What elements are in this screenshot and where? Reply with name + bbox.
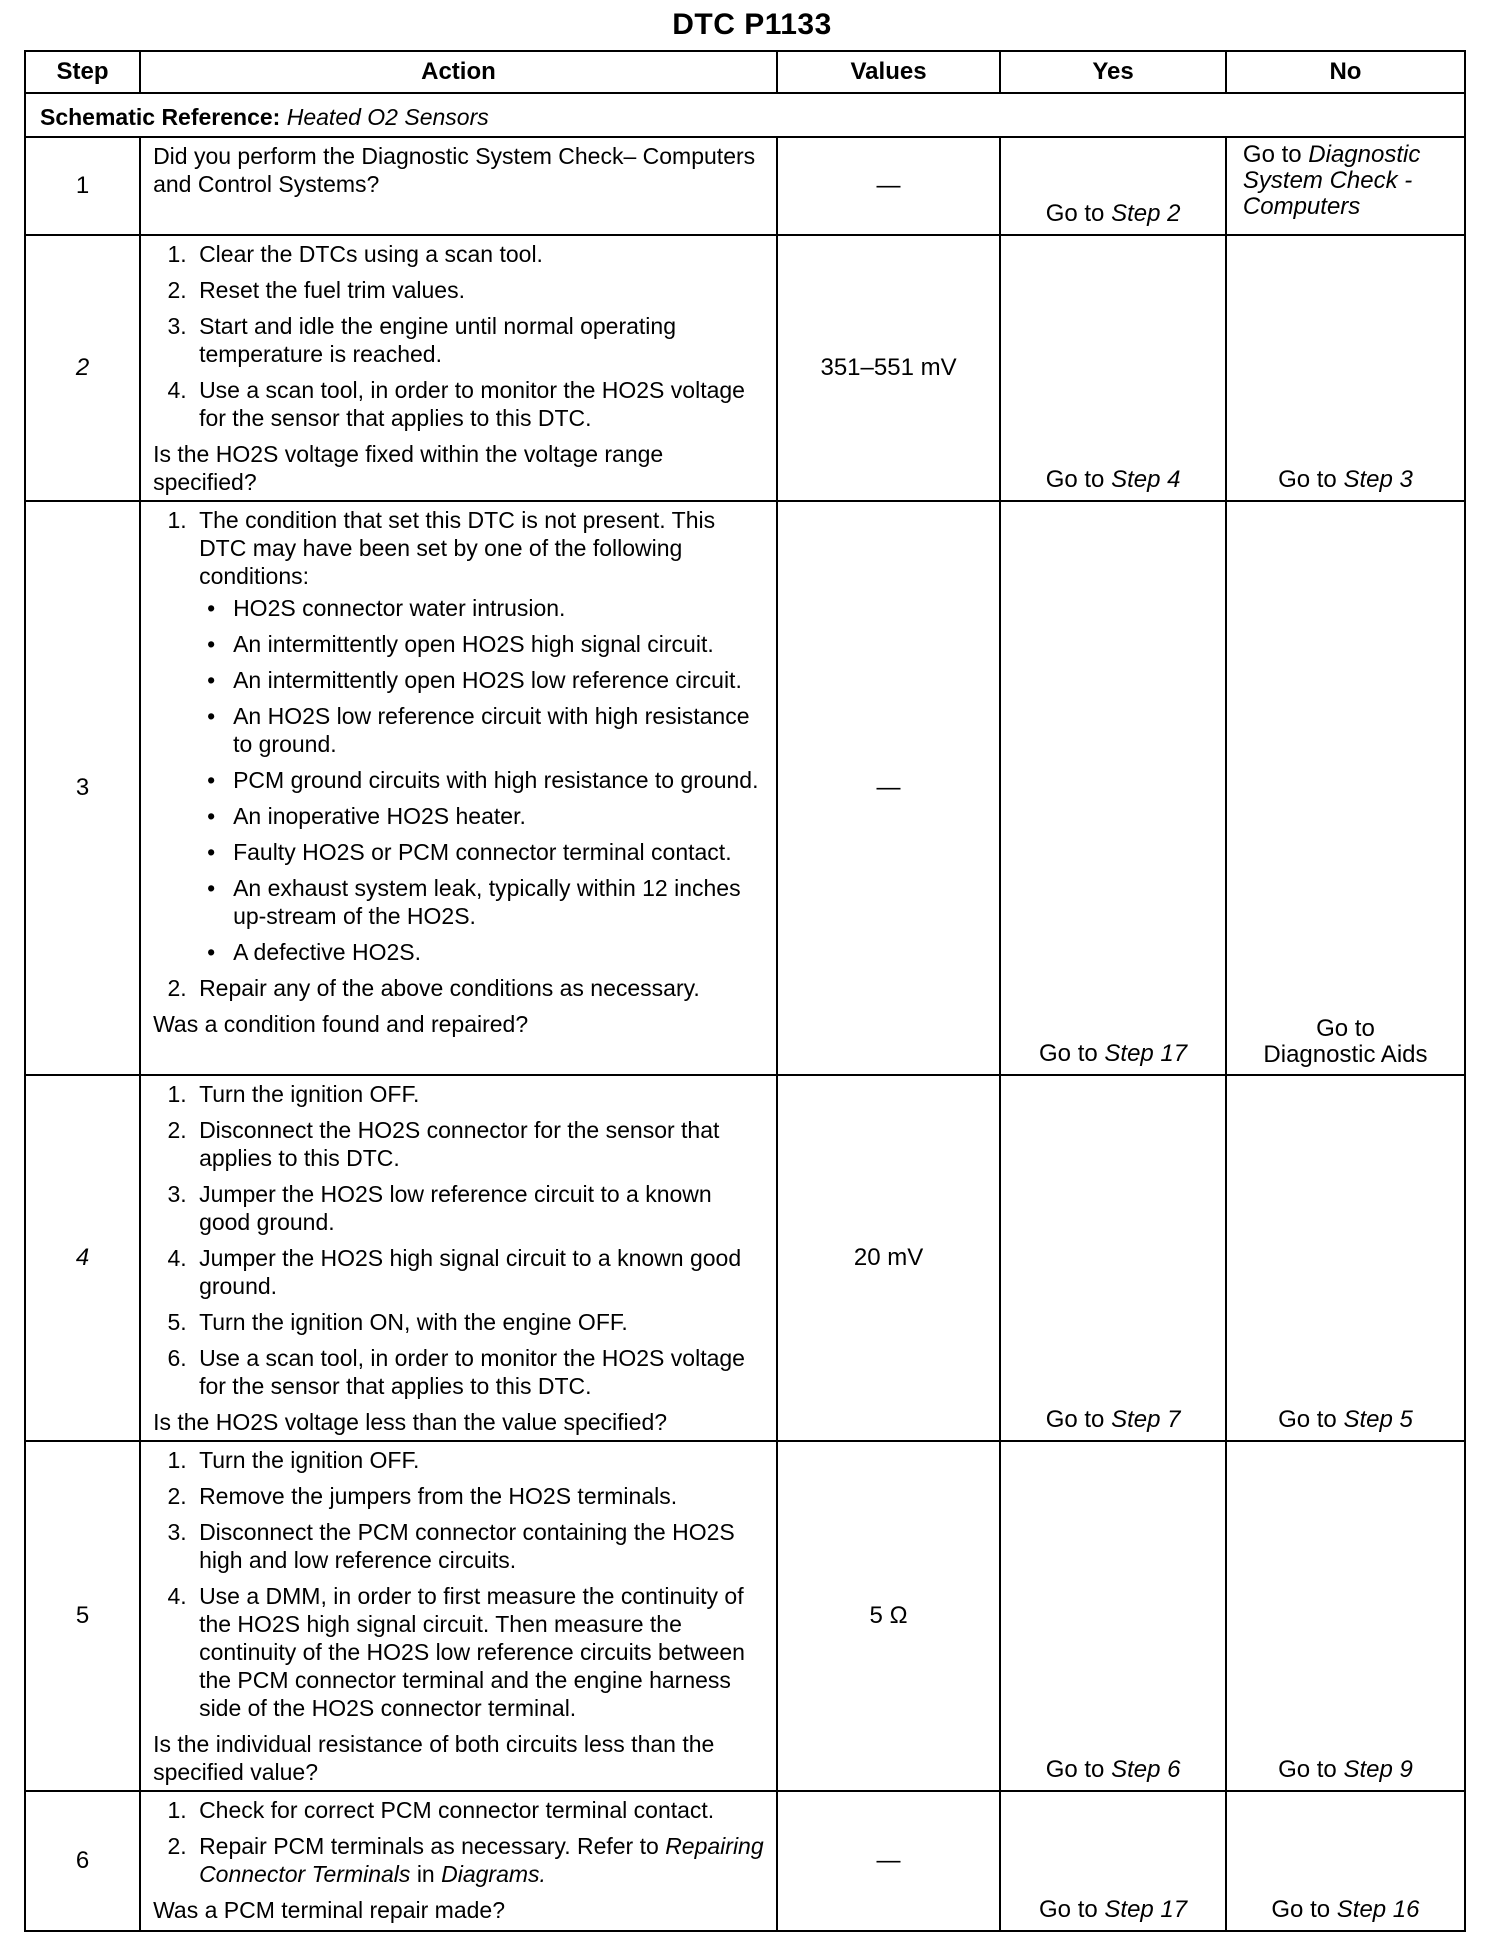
header-yes: Yes — [1000, 51, 1226, 93]
step-number: 3 — [25, 501, 140, 1075]
no-cell — [1226, 501, 1465, 1075]
table-row — [25, 501, 1465, 1075]
values-cell: 20 mV — [777, 1075, 1000, 1441]
action-question: Was a condition found and repaired? — [153, 1011, 529, 1037]
no-line-1: Go to — [1316, 1015, 1375, 1042]
substep: 1. Turn the ignition OFF. — [193, 1446, 768, 1474]
condition-item: • An HO2S low reference circuit with high resistance to ground. — [229, 702, 768, 758]
condition-item: • Faulty HO2S or PCM connector terminal contact. — [229, 838, 768, 866]
table-row — [25, 1791, 1465, 1931]
step-number: 2 — [25, 235, 140, 501]
substep: 1. Clear the DTCs using a scan tool. — [193, 240, 768, 268]
substep: 3. Jumper the HO2S low reference circuit to a known good ground. — [193, 1180, 768, 1236]
step-number: 5 — [25, 1441, 140, 1791]
action-question: Is the HO2S voltage fixed within the voltage range specified? — [153, 441, 664, 495]
substep-list — [153, 1446, 768, 1722]
yes-cell — [1000, 1791, 1226, 1931]
yes-link: Step 17 — [1104, 1896, 1188, 1923]
no-prefix: Go to — [1271, 1896, 1331, 1923]
action-text — [140, 501, 777, 1075]
substep-text: in — [416, 1861, 435, 1887]
yes-cell — [1000, 137, 1226, 235]
yes-prefix: Go to — [1045, 1756, 1105, 1783]
substep-list — [153, 1080, 768, 1400]
yes-prefix: Go to — [1045, 1406, 1105, 1433]
condition-item: • An exhaust system leak, typically within 12 inches up-stream of the HO2S. — [229, 874, 768, 930]
reference-title: Repairing Connector Terminals — [199, 1833, 764, 1887]
action-text — [140, 1791, 777, 1931]
action-text — [140, 137, 777, 235]
no-cell — [1226, 1441, 1465, 1791]
header-action: Action — [140, 51, 777, 93]
diagnostic-table — [24, 50, 1466, 1932]
substep-list — [153, 1796, 768, 1888]
no-cell — [1226, 137, 1465, 235]
no-prefix: Go to — [1278, 466, 1337, 493]
reference-doc: Diagrams. — [441, 1861, 546, 1887]
values-cell: — — [777, 137, 1000, 235]
no-prefix: Go to — [1278, 1756, 1337, 1783]
action-question: Did you perform the Diagnostic System Check– Computers and Control Systems? — [153, 143, 756, 197]
step-number: 6 — [25, 1791, 140, 1931]
no-link: Step 9 — [1343, 1756, 1413, 1783]
action-question: Is the individual resistance of both circuits less than the specified value? — [153, 1731, 715, 1785]
yes-cell — [1000, 235, 1226, 501]
yes-link: Step 17 — [1104, 1040, 1188, 1067]
header-no: No — [1226, 51, 1465, 93]
yes-cell — [1000, 501, 1226, 1075]
values-cell: 5 Ω — [777, 1441, 1000, 1791]
substep: 5. Turn the ignition ON, with the engine OFF. — [193, 1308, 768, 1336]
step-number: 1 — [25, 137, 140, 235]
schematic-reference — [25, 93, 1465, 137]
no-cell — [1226, 1791, 1465, 1931]
no-cell — [1226, 235, 1465, 501]
table-row — [25, 137, 1465, 235]
action-text — [140, 235, 777, 501]
substep-text: Repair PCM terminals as necessary. Refer to — [199, 1833, 659, 1859]
substep-list — [153, 240, 768, 432]
action-question: Was a PCM terminal repair made? — [153, 1897, 505, 1923]
yes-cell — [1000, 1075, 1226, 1441]
substep-text: The condition that set this DTC is not present. This DTC may have been set by one of the following conditions: — [199, 507, 716, 589]
action-text — [140, 1441, 777, 1791]
no-line-2: Diagnostic Aids — [1263, 1041, 1428, 1068]
yes-link: Step 2 — [1111, 200, 1181, 227]
schematic-value: Heated O2 Sensors — [286, 104, 489, 130]
yes-cell — [1000, 1441, 1226, 1791]
values-cell: 351–551 mV — [777, 235, 1000, 501]
substep: 2. Disconnect the HO2S connector for the sensor that applies to this DTC. — [193, 1116, 768, 1172]
action-text — [140, 1075, 777, 1441]
table-row — [25, 1075, 1465, 1441]
page-title: DTC P1133 — [672, 8, 832, 41]
condition-item: • An inoperative HO2S heater. — [229, 802, 768, 830]
yes-prefix: Go to — [1039, 1040, 1098, 1067]
no-link: Step 3 — [1343, 466, 1413, 493]
condition-item: • An intermittently open HO2S high signal circuit. — [229, 630, 768, 658]
condition-item: • HO2S connector water intrusion. — [229, 594, 768, 622]
no-prefix: Go to — [1278, 1406, 1337, 1433]
substep: 1. Check for correct PCM connector terminal contact. — [193, 1796, 768, 1824]
table-header-row — [25, 51, 1465, 93]
condition-list — [199, 594, 768, 966]
condition-item: • A defective HO2S. — [229, 938, 768, 966]
step-number: 4 — [25, 1075, 140, 1441]
substep: 2. Repair any of the above conditions as necessary. — [193, 974, 768, 1002]
yes-link: Step 7 — [1111, 1406, 1181, 1433]
substep: 3. Start and idle the engine until normal operating temperature is reached. — [193, 312, 768, 368]
substep: 2. Reset the fuel trim values. — [193, 276, 768, 304]
substep: 4. Use a scan tool, in order to monitor the HO2S voltage for the sensor that applies to this DTC. — [193, 376, 768, 432]
no-link-2: Computers — [1242, 193, 1361, 220]
substep: 3. Disconnect the PCM connector containing the HO2S high and low reference circuits. — [193, 1518, 768, 1574]
substep: 6. Use a scan tool, in order to monitor the HO2S voltage for the sensor that applies to this DTC. — [193, 1344, 768, 1400]
header-values: Values — [777, 51, 1000, 93]
values-cell: — — [777, 1791, 1000, 1931]
no-link: Step 5 — [1343, 1406, 1413, 1433]
schematic-label: Schematic Reference: — [40, 104, 281, 130]
substep: 2. Remove the jumpers from the HO2S terminals. — [193, 1482, 768, 1510]
no-cell — [1226, 1075, 1465, 1441]
substep: 4. Jumper the HO2S high signal circuit to a known good ground. — [193, 1244, 768, 1300]
substep — [193, 506, 768, 966]
header-step: Step — [25, 51, 140, 93]
no-prefix: Go to — [1242, 141, 1302, 168]
condition-item: • PCM ground circuits with high resistance to ground. — [229, 766, 768, 794]
schematic-row — [25, 93, 1465, 137]
substep — [193, 1832, 768, 1888]
yes-prefix: Go to — [1045, 466, 1105, 493]
table-row — [25, 1441, 1465, 1791]
no-link: Diagnostic System Check - — [1242, 141, 1421, 194]
substep-list — [153, 506, 768, 1002]
yes-prefix: Go to — [1039, 1896, 1098, 1923]
values-cell: — — [777, 501, 1000, 1075]
action-question: Is the HO2S voltage less than the value specified? — [153, 1409, 668, 1435]
substep: 4. Use a DMM, in order to first measure the continuity of the HO2S high signal circuit. Then measure the continuity of the HO2S low reference circuits between the PCM connector terminal and the engine harness side of the HO2S connector terminal. — [193, 1582, 768, 1722]
yes-link: Step 6 — [1111, 1756, 1181, 1783]
table-row — [25, 235, 1465, 501]
substep: 1. Turn the ignition OFF. — [193, 1080, 768, 1108]
yes-link: Step 4 — [1111, 466, 1181, 493]
yes-prefix: Go to — [1045, 200, 1105, 227]
no-link: Step 16 — [1336, 1896, 1420, 1923]
condition-item: • An intermittently open HO2S low reference circuit. — [229, 666, 768, 694]
